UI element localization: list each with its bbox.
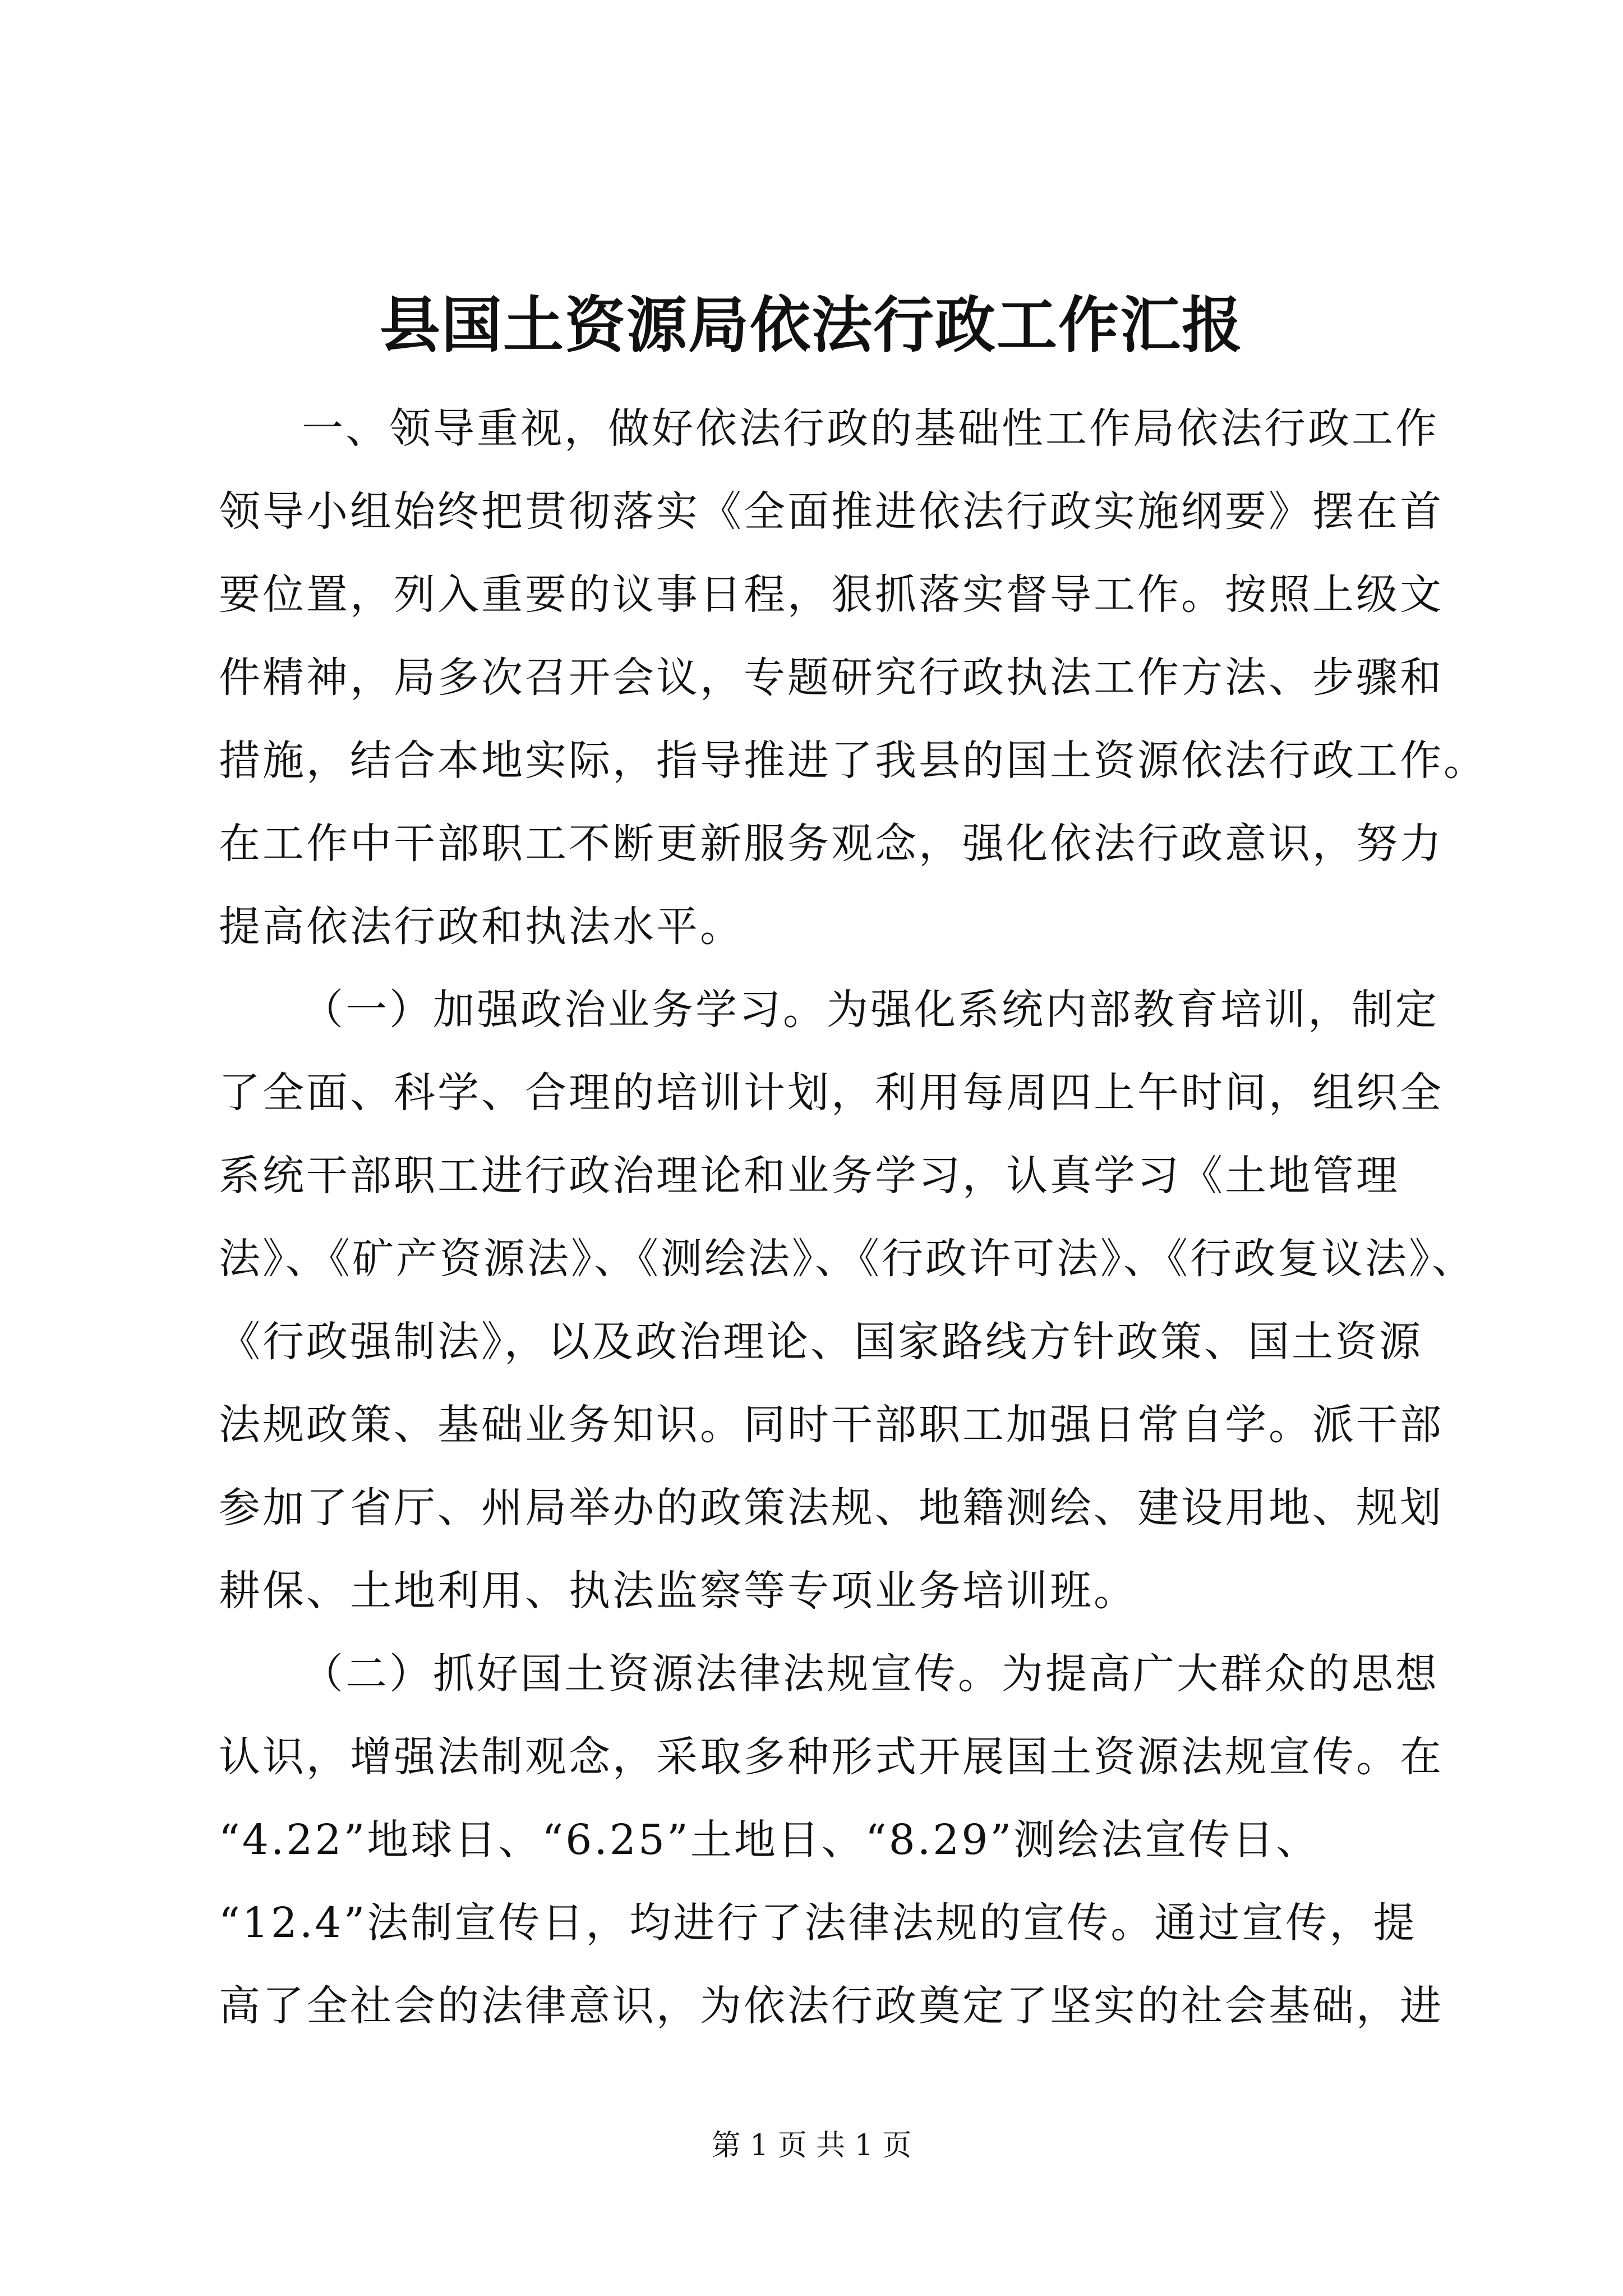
body-line: 要位置，列入重要的议事日程，狠抓落实督导工作。按照上级文: [219, 570, 1444, 619]
page-footer: 第 1 页 共 1 页: [711, 2129, 912, 2162]
body-line: 提高依法行政和执法水平。: [219, 903, 744, 951]
body-line: 领导小组始终把贯彻落实《全面推进依法行政实施纲要》摆在首: [219, 487, 1444, 536]
body-line: 一、领导重视，做好依法行政的基础性工作局依法行政工作: [302, 404, 1439, 453]
body-line: （二）抓好国土资源法律法规宣传。为提高广大群众的思想: [302, 1650, 1439, 1698]
body-line: 高了全社会的法律意识，为依法行政奠定了坚实的社会基础，进: [219, 1982, 1444, 2030]
body-line: 措施，结合本地实际，指导推进了我县的国土资源依法行政工作。: [219, 737, 1487, 785]
body-line: 认识，增强法制观念，采取多种形式开展国土资源法规宣传。在: [219, 1733, 1444, 1781]
body-line: 系统干部职工进行政治理论和业务学习，认真学习《土地管理: [219, 1152, 1400, 1200]
document-body: [219, 387, 1487, 2047]
body-line: 《行政强制法》，以及政治理论、国家路线方针政策、国土资源: [219, 1318, 1423, 1366]
body-line: 件精神，局多次召开会议，专题研究行政执法工作方法、步骤和: [219, 654, 1444, 702]
body-line: “12.4”法制宣传日，均进行了法律法规的宣传。通过宣传，提: [219, 1899, 1417, 1947]
body-line: “4.22”地球日、“6.25”土地日、“8.29”测绘法宣传日、: [219, 1816, 1320, 1864]
body-line: 法》、《矿产资源法》、《测绘法》、《行政许可法》、《行政复议法》、: [219, 1235, 1476, 1283]
body-line: 法规政策、基础业务知识。同时干部职工加强日常自学。派干部: [219, 1401, 1444, 1449]
body-line: 参加了省厅、州局举办的政策法规、地籍测绘、建设用地、规划: [219, 1484, 1444, 1532]
body-line: 在工作中干部职工不断更新服务观念，强化依法行政意识，努力: [219, 820, 1444, 868]
body-line: （一）加强政治业务学习。为强化系统内部教育培训，制定: [302, 986, 1439, 1034]
document-title: 县国土资源局依法行政工作汇报: [379, 290, 1243, 361]
body-line: 耕保、土地利用、执法监察等专项业务培训班。: [219, 1567, 1137, 1615]
body-line: 了全面、科学、合理的培训计划，利用每周四上午时间，组织全: [219, 1069, 1444, 1117]
